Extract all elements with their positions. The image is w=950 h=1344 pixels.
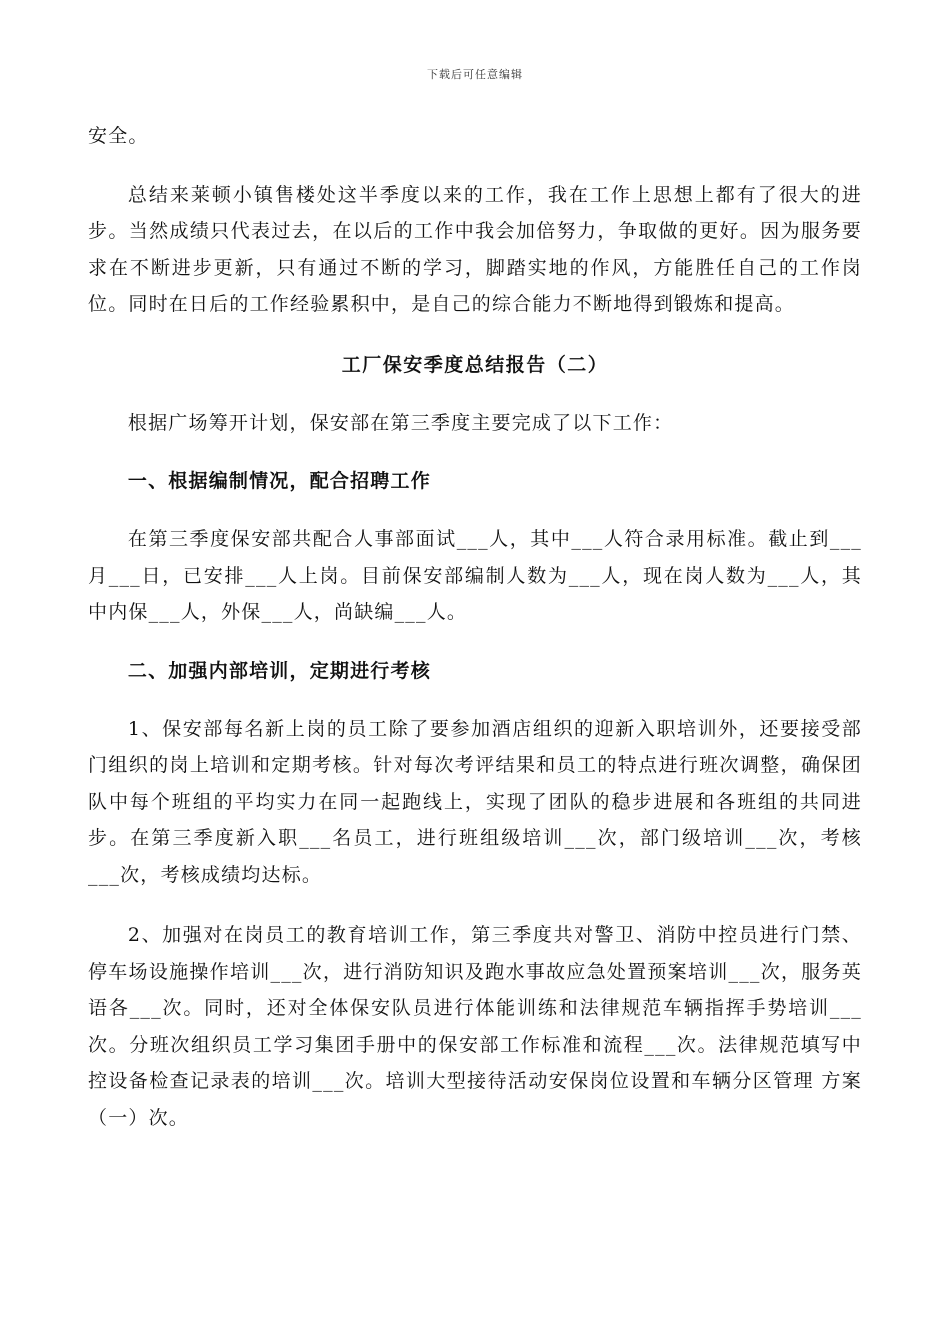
- section-heading-1: 一、根据编制情况，配合招聘工作: [127, 470, 431, 492]
- paragraph-summary: 总结来莱顿小镇售楼处这半季度以来的工作，我在工作上思想上都有了很大的进步。当然成绩只代表过去，在以后的工作中我会加倍努力，争取做的更好。因为服务要求在不断进步更新，只有通过不断的学习，脚踏实地的作风，方能胜任自己的工作岗位。同时在日后的工作经验累积中，是自己的综合能力不断地得到锻炼和提高。: [88, 183, 862, 315]
- paragraph-recruitment: 在第三季度保安部共配合人事部面试___人，其中___人符合录用标准。截止到___月___日，已安排___人上岗。目前保安部编制人数为___人，现在岗人数为___人，其中内保___人，外保___人，尚缺编___人。: [88, 528, 862, 623]
- paragraph-continuation: 安全。: [88, 125, 149, 147]
- header-note: 下载后可任意编辑: [427, 68, 523, 81]
- report-title: 工厂保安季度总结报告（二）: [341, 353, 609, 376]
- paragraph-intro: 根据广场筹开计划，保安部在第三季度主要完成了以下工作：: [127, 411, 674, 434]
- paragraph-training-1: 1、保安部每名新上岗的员工除了要参加酒店组织的迎新入职培训外，还要接受部门组织的岗上培训和定期考核。针对每次考评结果和员工的特点进行班次调整，确保团队中每个班组的平均实力在同一起跑线上，实现了团队的稳步进展和各班组的共同进步。在第三季度新入职___名员工，进行班组级培训___次，部门级培训___次，考核___次，考核成绩均达标。: [88, 717, 862, 886]
- document-body: [88, 118, 862, 1136]
- section-heading-2: 二、加强内部培训，定期进行考核: [127, 659, 431, 682]
- paragraph-training-2: 2、加强对在岗员工的教育培训工作，第三季度共对警卫、消防中控员进行门禁、停车场设施操作培训___次，进行消防知识及跑水事故应急处置预案培训___次，服务英语各___次。同时，还对全体保安队员进行体能训练和法律规范车辆指挥手势培训___次。分班次组织员工学习集团手册中的保安部工作标准和流程___次。法律规范填写中控设备检查记录表的培训___次。培训大型接待活动安保岗位设置和车辆分区管理 方案（一）次。: [88, 924, 862, 1129]
